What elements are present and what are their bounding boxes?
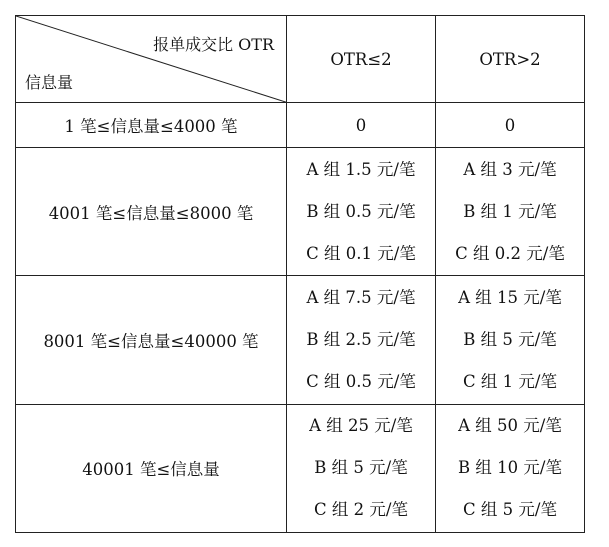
group-c-fee: C 组 0.1 元/笔: [306, 243, 416, 263]
group-a-fee: A 组 50 元/笔: [458, 416, 562, 436]
diagonal-header-cell: [16, 16, 287, 103]
volume-range-label: 40001 笔≤信息量: [16, 404, 287, 532]
fee-cell-otr-high: [436, 103, 585, 148]
group-b-fee: B 组 2.5 元/笔: [306, 330, 416, 350]
otr-axis-label: 报单成交比 OTR: [153, 35, 274, 54]
group-b-fee: B 组 10 元/笔: [458, 458, 562, 478]
group-a-fee: A 组 15 元/笔: [458, 288, 562, 308]
group-a-fee: A 组 7.5 元/笔: [306, 288, 416, 308]
table-row: [16, 103, 585, 148]
otr-low-header: OTR≤2: [287, 16, 436, 103]
group-c-fee: C 组 0.5 元/笔: [306, 372, 416, 392]
volume-range-label: 1 笔≤信息量≤4000 笔: [16, 103, 287, 148]
fee-cell-otr-low: [287, 276, 436, 404]
table-row: [16, 148, 585, 276]
fee-cell-otr-high: [436, 148, 585, 276]
volume-range-label: 4001 笔≤信息量≤8000 笔: [16, 148, 287, 276]
message-volume-axis-label: 信息量: [25, 73, 74, 93]
group-b-fee: B 组 1 元/笔: [463, 201, 557, 221]
fee-cell-otr-low: [287, 148, 436, 276]
fee-table: [15, 15, 585, 533]
volume-range-label: 8001 笔≤信息量≤40000 笔: [16, 276, 287, 404]
group-c-fee: C 组 1 元/笔: [463, 372, 557, 392]
group-b-fee: B 组 5 元/笔: [463, 330, 557, 350]
group-a-fee: A 组 1.5 元/笔: [306, 159, 416, 179]
fee-cell-otr-low: [287, 404, 436, 532]
table-row: [16, 276, 585, 404]
header-row: [16, 16, 585, 103]
fee-cell-otr-low: [287, 103, 436, 148]
fee-cell-otr-high: [436, 404, 585, 532]
fee-cell-otr-high: [436, 276, 585, 404]
fee-value: 0: [504, 115, 516, 135]
group-a-fee: A 组 25 元/笔: [309, 416, 413, 436]
group-c-fee: C 组 2 元/笔: [314, 500, 408, 520]
group-a-fee: A 组 3 元/笔: [463, 159, 557, 179]
group-c-fee: C 组 5 元/笔: [463, 500, 557, 520]
fee-value: 0: [355, 115, 367, 135]
otr-high-header: OTR>2: [436, 16, 585, 103]
table-row: [16, 404, 585, 532]
group-c-fee: C 组 0.2 元/笔: [455, 243, 565, 263]
group-b-fee: B 组 5 元/笔: [314, 458, 408, 478]
group-b-fee: B 组 0.5 元/笔: [306, 201, 416, 221]
